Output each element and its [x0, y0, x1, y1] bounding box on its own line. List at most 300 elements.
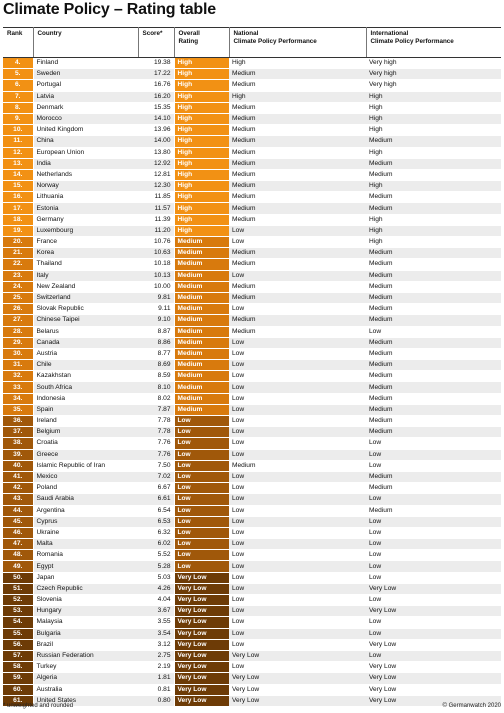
score-cell: 5.03	[138, 572, 174, 583]
country-cell: Finland	[33, 58, 138, 69]
country-cell: South Africa	[33, 382, 138, 393]
overall-rating-cell: High	[174, 113, 229, 124]
overall-rating-cell: High	[174, 192, 229, 203]
score-cell: 6.67	[138, 483, 174, 494]
country-cell: Malaysia	[33, 617, 138, 628]
rank-cell: 46.	[3, 527, 33, 538]
table-row	[3, 539, 501, 550]
overall-rating-cell: Medium	[174, 281, 229, 292]
international-performance-cell: Very Low	[366, 695, 501, 706]
score-cell: 10.13	[138, 270, 174, 281]
rank-cell: 32.	[3, 371, 33, 382]
country-cell: Italy	[33, 270, 138, 281]
overall-rating-cell: Low	[174, 539, 229, 550]
table-row	[3, 214, 501, 225]
overall-rating-cell: Medium	[174, 360, 229, 371]
table-row	[3, 281, 501, 292]
score-cell: 12.92	[138, 158, 174, 169]
international-performance-cell: Very Low	[366, 583, 501, 594]
score-cell: 8.77	[138, 348, 174, 359]
table-row	[3, 684, 501, 695]
international-performance-cell: Medium	[366, 416, 501, 427]
national-performance-cell: Low	[229, 561, 366, 572]
country-cell: Greece	[33, 449, 138, 460]
table-row	[3, 147, 501, 158]
table-row	[3, 169, 501, 180]
table-row	[3, 527, 501, 538]
rank-cell: 24.	[3, 281, 33, 292]
score-cell: 4.04	[138, 595, 174, 606]
table-row	[3, 113, 501, 124]
rank-cell: 61.	[3, 695, 33, 706]
international-performance-cell: Medium	[366, 427, 501, 438]
rank-cell: 52.	[3, 595, 33, 606]
country-cell: Netherlands	[33, 169, 138, 180]
table-row	[3, 136, 501, 147]
international-performance-cell: Low	[366, 561, 501, 572]
country-cell: Kazakhstan	[33, 371, 138, 382]
rank-cell: 18.	[3, 214, 33, 225]
score-cell: 12.81	[138, 169, 174, 180]
overall-rating-cell: Very Low	[174, 695, 229, 706]
national-performance-cell: Low	[229, 617, 366, 628]
national-performance-cell: Medium	[229, 113, 366, 124]
table-row	[3, 404, 501, 415]
overall-rating-cell: Low	[174, 494, 229, 505]
national-performance-cell: Low	[229, 237, 366, 248]
table-row	[3, 337, 501, 348]
rank-cell: 26.	[3, 304, 33, 315]
rank-cell: 4.	[3, 58, 33, 69]
score-cell: 14.00	[138, 136, 174, 147]
overall-rating-cell: High	[174, 203, 229, 214]
overall-rating-cell: Low	[174, 438, 229, 449]
rank-cell: 31.	[3, 360, 33, 371]
international-performance-cell: Low	[366, 326, 501, 337]
rank-cell: 17.	[3, 203, 33, 214]
international-performance-cell: Low	[366, 438, 501, 449]
overall-rating-cell: Medium	[174, 326, 229, 337]
rank-cell: 41.	[3, 471, 33, 482]
header-country: Country	[33, 28, 138, 58]
rank-cell: 21.	[3, 248, 33, 259]
score-cell: 7.78	[138, 416, 174, 427]
table-row	[3, 471, 501, 482]
overall-rating-cell: Medium	[174, 259, 229, 270]
national-performance-cell: Low	[229, 572, 366, 583]
national-performance-cell: Very Low	[229, 695, 366, 706]
overall-rating-cell: Low	[174, 449, 229, 460]
international-performance-cell: Medium	[366, 483, 501, 494]
rank-cell: 34.	[3, 393, 33, 404]
header-overall-rating	[174, 28, 229, 58]
overall-rating-cell: Low	[174, 505, 229, 516]
score-cell: 6.32	[138, 527, 174, 538]
table-row	[3, 315, 501, 326]
table-row	[3, 583, 501, 594]
country-cell: Norway	[33, 181, 138, 192]
international-performance-cell: Low	[366, 617, 501, 628]
overall-rating-cell: High	[174, 147, 229, 158]
score-cell: 11.85	[138, 192, 174, 203]
international-performance-cell: Medium	[366, 404, 501, 415]
overall-rating-cell: Very Low	[174, 583, 229, 594]
national-performance-cell: Low	[229, 527, 366, 538]
score-cell: 5.28	[138, 561, 174, 572]
country-cell: Ireland	[33, 416, 138, 427]
rank-cell: 56.	[3, 639, 33, 650]
score-cell: 8.87	[138, 326, 174, 337]
country-cell: Latvia	[33, 91, 138, 102]
header-international-performance	[366, 28, 501, 58]
national-performance-cell: Low	[229, 337, 366, 348]
score-cell: 17.22	[138, 69, 174, 80]
national-performance-cell: Low	[229, 360, 366, 371]
header-national-performance	[229, 28, 366, 58]
score-cell: 4.26	[138, 583, 174, 594]
rank-cell: 59.	[3, 673, 33, 684]
credit-text: © Germanwatch 2020	[442, 703, 501, 709]
rank-cell: 27.	[3, 315, 33, 326]
country-cell: Denmark	[33, 102, 138, 113]
rank-cell: 55.	[3, 628, 33, 639]
overall-rating-cell: High	[174, 58, 229, 69]
rank-cell: 42.	[3, 483, 33, 494]
country-cell: Germany	[33, 214, 138, 225]
country-cell: Saudi Arabia	[33, 494, 138, 505]
rank-cell: 44.	[3, 505, 33, 516]
score-cell: 6.54	[138, 505, 174, 516]
international-performance-cell: Low	[366, 628, 501, 639]
score-cell: 9.81	[138, 292, 174, 303]
international-performance-cell: Medium	[366, 259, 501, 270]
table-header-row	[3, 28, 501, 58]
rank-cell: 40.	[3, 460, 33, 471]
score-cell: 19.38	[138, 58, 174, 69]
table-body	[3, 58, 501, 707]
national-performance-cell: Medium	[229, 259, 366, 270]
country-cell: Slovenia	[33, 595, 138, 606]
national-performance-cell: Low	[229, 595, 366, 606]
score-cell: 8.86	[138, 337, 174, 348]
table-row	[3, 203, 501, 214]
national-performance-cell: Medium	[229, 102, 366, 113]
international-performance-cell: Very Low	[366, 639, 501, 650]
table-row	[3, 326, 501, 337]
country-cell: Austria	[33, 348, 138, 359]
national-performance-cell: Medium	[229, 214, 366, 225]
international-performance-cell: Medium	[366, 382, 501, 393]
national-performance-cell: Low	[229, 639, 366, 650]
header-international-line2: Climate Policy Performance	[370, 38, 454, 45]
score-cell: 10.18	[138, 259, 174, 270]
score-cell: 13.80	[138, 147, 174, 158]
overall-rating-cell: High	[174, 91, 229, 102]
rank-cell: 14.	[3, 169, 33, 180]
score-cell: 2.75	[138, 650, 174, 661]
country-cell: Ukraine	[33, 527, 138, 538]
international-performance-cell: High	[366, 147, 501, 158]
national-performance-cell: Low	[229, 662, 366, 673]
score-cell: 11.20	[138, 225, 174, 236]
score-cell: 6.61	[138, 494, 174, 505]
overall-rating-cell: High	[174, 102, 229, 113]
international-performance-cell: Medium	[366, 158, 501, 169]
overall-rating-cell: Medium	[174, 393, 229, 404]
score-cell: 16.20	[138, 91, 174, 102]
table-row	[3, 595, 501, 606]
overall-rating-cell: Low	[174, 471, 229, 482]
overall-rating-cell: Very Low	[174, 595, 229, 606]
country-cell: Portugal	[33, 80, 138, 91]
table-row	[3, 393, 501, 404]
overall-rating-cell: High	[174, 158, 229, 169]
rank-cell: 37.	[3, 427, 33, 438]
overall-rating-cell: High	[174, 80, 229, 91]
overall-rating-cell: Very Low	[174, 572, 229, 583]
overall-rating-cell: High	[174, 136, 229, 147]
international-performance-cell: Low	[366, 595, 501, 606]
rank-cell: 30.	[3, 348, 33, 359]
score-cell: 11.39	[138, 214, 174, 225]
rank-cell: 19.	[3, 225, 33, 236]
rank-cell: 33.	[3, 382, 33, 393]
international-performance-cell: High	[366, 225, 501, 236]
score-cell: 2.19	[138, 662, 174, 673]
score-cell: 10.63	[138, 248, 174, 259]
table-row	[3, 650, 501, 661]
national-performance-cell: Low	[229, 348, 366, 359]
header-overall-line1: Overall	[178, 30, 200, 37]
header-national-line2: Climate Policy Performance	[233, 38, 317, 45]
national-performance-cell: Medium	[229, 315, 366, 326]
national-performance-cell: Low	[229, 438, 366, 449]
table-row	[3, 673, 501, 684]
overall-rating-cell: Very Low	[174, 673, 229, 684]
international-performance-cell: Low	[366, 539, 501, 550]
national-performance-cell: Very Low	[229, 684, 366, 695]
international-performance-cell: Very high	[366, 58, 501, 69]
table-row	[3, 505, 501, 516]
table-row	[3, 69, 501, 80]
table-row	[3, 102, 501, 113]
table-row	[3, 292, 501, 303]
international-performance-cell: Medium	[366, 136, 501, 147]
overall-rating-cell: Very Low	[174, 628, 229, 639]
country-cell: Bulgaria	[33, 628, 138, 639]
overall-rating-cell: Very Low	[174, 650, 229, 661]
rank-cell: 60.	[3, 684, 33, 695]
score-cell: 7.50	[138, 460, 174, 471]
country-cell: Russian Federation	[33, 650, 138, 661]
rank-cell: 45.	[3, 516, 33, 527]
overall-rating-cell: High	[174, 169, 229, 180]
national-performance-cell: Medium	[229, 147, 366, 158]
overall-rating-cell: Low	[174, 427, 229, 438]
overall-rating-cell: Medium	[174, 315, 229, 326]
rank-cell: 35.	[3, 404, 33, 415]
country-cell: Chinese Taipei	[33, 315, 138, 326]
international-performance-cell: Very Low	[366, 684, 501, 695]
table-row	[3, 438, 501, 449]
score-cell: 16.76	[138, 80, 174, 91]
country-cell: Poland	[33, 483, 138, 494]
international-performance-cell: Medium	[366, 348, 501, 359]
country-cell: Korea	[33, 248, 138, 259]
country-cell: United Kingdom	[33, 125, 138, 136]
international-performance-cell: Medium	[366, 270, 501, 281]
national-performance-cell: Low	[229, 606, 366, 617]
table-row	[3, 259, 501, 270]
score-cell: 8.69	[138, 360, 174, 371]
rank-cell: 8.	[3, 102, 33, 113]
overall-rating-cell: Medium	[174, 292, 229, 303]
overall-rating-cell: Medium	[174, 348, 229, 359]
national-performance-cell: Low	[229, 393, 366, 404]
country-cell: Indonesia	[33, 393, 138, 404]
table-row	[3, 91, 501, 102]
national-performance-cell: Low	[229, 404, 366, 415]
table-row	[3, 125, 501, 136]
score-cell: 0.81	[138, 684, 174, 695]
rank-cell: 39.	[3, 449, 33, 460]
overall-rating-cell: Low	[174, 550, 229, 561]
rank-cell: 47.	[3, 539, 33, 550]
international-performance-cell: Medium	[366, 337, 501, 348]
score-cell: 10.00	[138, 281, 174, 292]
table-row	[3, 382, 501, 393]
rank-cell: 22.	[3, 259, 33, 270]
national-performance-cell: Medium	[229, 460, 366, 471]
national-performance-cell: Very Low	[229, 673, 366, 684]
international-performance-cell: Low	[366, 449, 501, 460]
table-row	[3, 416, 501, 427]
table-row	[3, 561, 501, 572]
international-performance-cell: Medium	[366, 292, 501, 303]
international-performance-cell: High	[366, 237, 501, 248]
country-cell: Mexico	[33, 471, 138, 482]
country-cell: Egypt	[33, 561, 138, 572]
overall-rating-cell: Very Low	[174, 684, 229, 695]
international-performance-cell: Medium	[366, 304, 501, 315]
table-row	[3, 550, 501, 561]
table-row	[3, 662, 501, 673]
table-row	[3, 572, 501, 583]
score-cell: 9.10	[138, 315, 174, 326]
national-performance-cell: Medium	[229, 281, 366, 292]
country-cell: Luxembourg	[33, 225, 138, 236]
country-cell: Romania	[33, 550, 138, 561]
national-performance-cell: Very Low	[229, 650, 366, 661]
rank-cell: 6.	[3, 80, 33, 91]
rank-cell: 36.	[3, 416, 33, 427]
international-performance-cell: Medium	[366, 360, 501, 371]
overall-rating-cell: Low	[174, 460, 229, 471]
rank-cell: 25.	[3, 292, 33, 303]
overall-rating-cell: Low	[174, 516, 229, 527]
overall-rating-cell: High	[174, 214, 229, 225]
table-row	[3, 360, 501, 371]
table-row	[3, 158, 501, 169]
country-cell: European Union	[33, 147, 138, 158]
score-cell: 9.11	[138, 304, 174, 315]
national-performance-cell: Low	[229, 449, 366, 460]
international-performance-cell: High	[366, 113, 501, 124]
header-rank: Rank	[3, 28, 33, 58]
header-international-line1: International	[370, 30, 409, 37]
international-performance-cell: Low	[366, 572, 501, 583]
score-cell: 3.54	[138, 628, 174, 639]
national-performance-cell: Medium	[229, 248, 366, 259]
overall-rating-cell: Medium	[174, 304, 229, 315]
national-performance-cell: Low	[229, 505, 366, 516]
country-cell: Islamic Republic of Iran	[33, 460, 138, 471]
score-cell: 6.53	[138, 516, 174, 527]
country-cell: Switzerland	[33, 292, 138, 303]
country-cell: China	[33, 136, 138, 147]
table-row	[3, 695, 501, 706]
national-performance-cell: Medium	[229, 158, 366, 169]
overall-rating-cell: Medium	[174, 237, 229, 248]
rank-cell: 10.	[3, 125, 33, 136]
national-performance-cell: Medium	[229, 181, 366, 192]
table-row	[3, 248, 501, 259]
rank-cell: 29.	[3, 337, 33, 348]
rank-cell: 15.	[3, 181, 33, 192]
overall-rating-cell: Very Low	[174, 639, 229, 650]
rank-cell: 11.	[3, 136, 33, 147]
score-cell: 15.35	[138, 102, 174, 113]
overall-rating-cell: Very Low	[174, 662, 229, 673]
table-row	[3, 460, 501, 471]
national-performance-cell: Low	[229, 416, 366, 427]
score-cell: 13.96	[138, 125, 174, 136]
country-cell: Chile	[33, 360, 138, 371]
score-cell: 12.30	[138, 181, 174, 192]
national-performance-cell: Low	[229, 382, 366, 393]
country-cell: Canada	[33, 337, 138, 348]
international-performance-cell: Very Low	[366, 662, 501, 673]
country-cell: Hungary	[33, 606, 138, 617]
country-cell: Czech Republic	[33, 583, 138, 594]
international-performance-cell: Medium	[366, 471, 501, 482]
rank-cell: 5.	[3, 69, 33, 80]
score-cell: 5.52	[138, 550, 174, 561]
overall-rating-cell: High	[174, 69, 229, 80]
international-performance-cell: Medium	[366, 281, 501, 292]
overall-rating-cell: High	[174, 181, 229, 192]
international-performance-cell: Very high	[366, 69, 501, 80]
country-cell: Spain	[33, 404, 138, 415]
rank-cell: 7.	[3, 91, 33, 102]
country-cell: Turkey	[33, 662, 138, 673]
rank-cell: 12.	[3, 147, 33, 158]
international-performance-cell: Low	[366, 650, 501, 661]
country-cell: Estonia	[33, 203, 138, 214]
overall-rating-cell: Medium	[174, 404, 229, 415]
score-cell: 8.59	[138, 371, 174, 382]
country-cell: India	[33, 158, 138, 169]
score-cell: 7.02	[138, 471, 174, 482]
table-row	[3, 639, 501, 650]
score-cell: 7.76	[138, 438, 174, 449]
score-cell: 3.55	[138, 617, 174, 628]
international-performance-cell: High	[366, 102, 501, 113]
table-row	[3, 181, 501, 192]
rank-cell: 58.	[3, 662, 33, 673]
header-national-line1: National	[233, 30, 259, 37]
international-performance-cell: Medium	[366, 505, 501, 516]
